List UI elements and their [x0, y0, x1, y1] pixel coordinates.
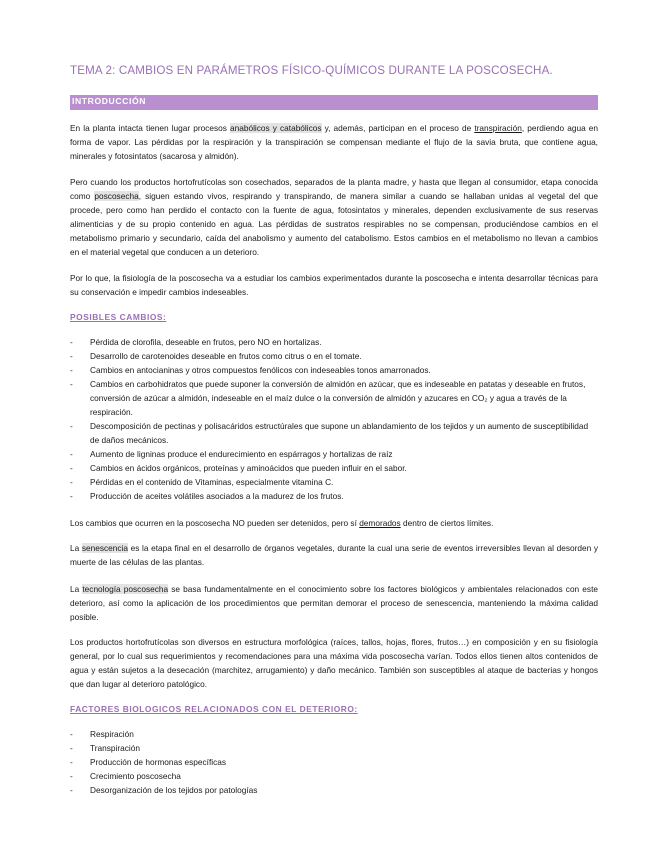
list-item	[70, 475, 598, 489]
paragraph-7: Los productos hortofrutícolas son diversos en estructura morfológica (raíces, tallos, hojas, flores, frutos…) en composición y en su fisiología general, por lo cual sus requerimientos y recomendaciones para una máxima vida poscosecha varían. Todos ellos tienen altos contenidos de agua y están sujetos a la desecación (marchitez, arrugamiento) y daño mecánico. También son susceptibles al ataque de bacterias y hongos que dan lugar al deterioro patológico.	[70, 637, 598, 689]
list-item	[70, 335, 598, 349]
highlight-anabolicos: anabólicos y catabólicos	[230, 123, 322, 133]
list-item-text: Pérdida de clorofila, deseable en frutos, pero NO en hortalizas.	[90, 337, 322, 347]
section-band-introduccion	[70, 95, 598, 110]
list-item	[70, 755, 598, 769]
bullet-dash: -	[70, 449, 73, 459]
bullet-dash: -	[70, 771, 73, 781]
paragraph-6-text-b: se basa fundamentalmente en el conocimiento sobre los factores biológicos y ambientales relacionados con este deterioro, así como la aplicación de los procedimientos que permitan demorar el proceso de senescencia, manteniendo la máxima calidad posible.	[70, 584, 598, 622]
factores-list	[70, 727, 598, 797]
bullet-dash: -	[70, 351, 73, 361]
list-item	[70, 489, 598, 503]
section-heading-factores-biologicos: FACTORES BIOLOGICOS RELACIONADOS CON EL DETERIORO:	[70, 704, 358, 714]
list-item	[70, 461, 598, 475]
paragraph-1-text-a: En la planta intacta tienen lugar procesos	[70, 123, 231, 133]
list-item-text: Crecimiento poscosecha	[90, 771, 181, 781]
paragraph-2-text-b: , siguen estando vivos, respirando y transpirando, de manera similar a cuando se hallaban unidas al vegetal del que procede, pero como han perdido el contacto con la fuente de agua, fotosintatos y minerales, dependen exclusivamente de sus reservas alimenticias y de su propio contenido en agua. Las pérdidas de sustratos respirables no se compensan, produciéndose cambios en el metabolismo primario y secundario, caída del anabolismo y aumento del catabolismo. Estos cambios en el metabolismo no llevan a cambios en el material vegetal que conducen a un deterioro.	[70, 191, 599, 257]
bullet-dash: -	[70, 477, 73, 487]
list-item-text: Pérdidas en el contenido de Vitaminas, especialmente vitamina C.	[90, 477, 334, 487]
paragraph-6	[70, 582, 598, 624]
paragraph-1	[70, 121, 598, 163]
list-item	[70, 727, 598, 741]
document-title: TEMA 2: CAMBIOS EN PARÁMETROS FÍSICO-QUÍMICOS DURANTE LA POSCOSECHA.	[70, 64, 553, 77]
list-item-text: Descomposición de pectinas y polisacáridos estructúrales que supone un ablandamiento de los tejidos y un aumento de susceptibilidad de daños mecánicos.	[90, 421, 589, 445]
list-item-text: Aumento de ligninas produce el endurecimiento en espárragos y hortalizas de raíz	[90, 449, 393, 459]
list-item-text: Cambios en carbohidratos que puede suponer la conversión de almidón en azúcar, que es indeseable en patatas y deseable en frutos, conversión de azúcar a almidón, indeseable en el maíz dulce o la conversión de almidón y azucares en CO₂ y agua a través de la respiración.	[90, 379, 586, 417]
list-item	[70, 363, 598, 377]
list-item-text: Cambios en ácidos orgánicos, proteínas y aminoácidos que pueden influir en el sabor.	[90, 463, 407, 473]
list-item-text: Transpiración	[90, 743, 140, 753]
list-item	[70, 349, 598, 363]
list-item	[70, 783, 598, 797]
paragraph-4-text-b: dentro de ciertos límites.	[400, 518, 494, 528]
paragraph-3: Por lo que, la fisiología de la poscosecha va a estudiar los cambios experimentados durante la poscosecha e intenta desarrollar técnicas para su conservación e impedir cambios indeseables.	[70, 273, 598, 297]
bullet-dash: -	[70, 365, 73, 375]
list-item	[70, 741, 598, 755]
paragraph-1-text-b: y, además, participan en el proceso de	[321, 123, 475, 133]
cambios-list	[70, 335, 598, 503]
list-item-text: Desarrollo de carotenoides deseable en frutos como citrus o en el tomate.	[90, 351, 362, 361]
list-item-text: Respiración	[90, 729, 134, 739]
bullet-dash: -	[70, 743, 73, 753]
list-item	[70, 447, 598, 461]
bullet-dash: -	[70, 421, 73, 431]
list-item-text: Desorganización de los tejidos por patologías	[90, 785, 258, 795]
paragraph-6-text-a: La	[70, 584, 83, 594]
section-heading-introduccion: INTRODUCCIÓN	[72, 96, 147, 106]
paragraph-2-text-a: Pero cuando los productos hortofrutícolas son cosechados, separados de la planta madre, y hasta que llegan al consumidor, etapa conocida como	[70, 177, 598, 201]
section-heading-posibles-cambios: POSIBLES CAMBIOS:	[70, 312, 167, 322]
highlight-senescencia: senescencia	[81, 543, 128, 553]
bullet-dash: -	[70, 729, 73, 739]
paragraph-2	[70, 175, 598, 259]
paragraph-4	[70, 516, 598, 530]
highlight-poscosecha: poscosecha	[94, 191, 139, 201]
bullet-dash: -	[70, 491, 73, 501]
bullet-dash: -	[70, 463, 73, 473]
underline-demorados: demorados	[359, 518, 401, 528]
list-item-text: Producción de aceites volátiles asociados a la madurez de los frutos.	[90, 491, 344, 501]
bullet-dash: -	[70, 785, 73, 795]
paragraph-5	[70, 541, 598, 569]
bullet-dash: -	[70, 337, 73, 347]
list-item-text: Producción de hormonas específicas	[90, 757, 227, 767]
bullet-dash: -	[70, 379, 73, 389]
paragraph-4-text-a: Los cambios que ocurren en la poscosecha NO pueden ser detenidos, pero sí	[70, 518, 360, 528]
underline-transpiracion: transpiración	[474, 123, 522, 133]
paragraph-5-text-b: es la etapa final en el desarrollo de órganos vegetales, durante la cual una serie de eventos irreversibles llevan al desorden y muerte de las células de las plantas.	[70, 543, 598, 567]
list-item	[70, 377, 598, 419]
highlight-tecnologia-poscosecha: tecnología poscosecha	[82, 584, 169, 594]
bullet-dash: -	[70, 757, 73, 767]
list-item	[70, 419, 598, 447]
list-item	[70, 769, 598, 783]
paragraph-5-text-a: La	[70, 543, 82, 553]
list-item-text: Cambios en antocianinas y otros compuestos fenólicos con indeseables tonos amarronados.	[90, 365, 431, 375]
paragraph-1-text-c: , perdiendo agua en forma de vapor. Las pérdidas por la respiración y la transpiración se compensan mediante el flujo de la savia bruta, que contiene agua, minerales y fotosintatos (sacarosa y almidón).	[70, 123, 599, 161]
